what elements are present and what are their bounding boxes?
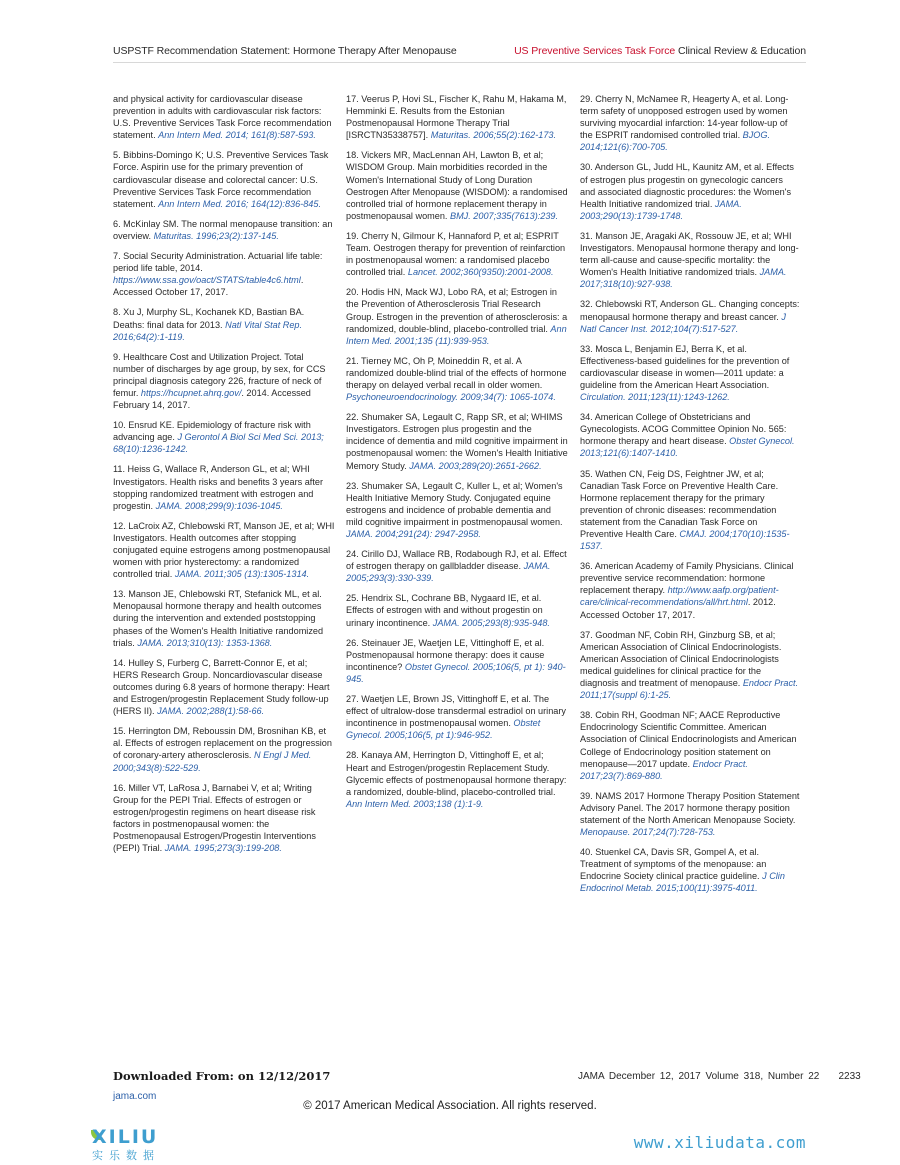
reference-item: [580, 298, 800, 334]
reference-text: 40. Stuenkel CA, Davis SR, Gompel A, et al. Treatment of symptoms of the menopause: an Endocrine Society clinical practice guideline.: [580, 847, 767, 882]
download-stamp: Downloaded From: on 12/12/2017: [113, 1069, 331, 1083]
reference-text: 33. Mosca L, Benjamin EJ, Berra K, et al. Effectiveness-based guidelines for the prevention of cardiovascular disease in women—2011 update: a guideline from the American Heart Association.: [580, 343, 790, 390]
reference-link[interactable]: JAMA. 2017;318(10):927-938.: [580, 267, 787, 290]
reference-item: [346, 637, 568, 685]
watermark-logo-text: XILIU: [92, 1126, 159, 1148]
reference-item: [580, 790, 800, 838]
reference-item: [580, 629, 800, 702]
section-label: US Preventive Services Task Force: [514, 45, 676, 57]
reference-link[interactable]: JAMA. 2005;293(8):935-948.: [432, 617, 550, 628]
reference-text: 38. Cobin RH, Goodman NF; AACE Reproductive Endocrinology Scientific Committee. American Association of Clinical Endocrinologists and American College of Endocrinology position statement on menopause—2017 update.: [580, 710, 797, 769]
reference-link[interactable]: J Natl Cancer Inst. 2012;104(7):517-527.: [580, 311, 786, 334]
reference-item: [346, 749, 568, 809]
reference-text: 37. Goodman NF, Cobin RH, Ginzburg SB, et al; American Association of Clinical Endocrinologists. American Association of Clinical Endocrinologists medical guidelines for clinical practice for the diagnosis and treatment of menopause.: [580, 629, 782, 689]
reference-text: 7. Social Security Administration. Actuarial life table: period life table, 2014.: [113, 251, 323, 274]
reference-text: 19. Cherry N, Gilmour K, Hannaford P, et al; ESPRIT Team. Oestrogen therapy for prevention of reinfarction in postmenopausal women: a randomised placebo controlled trial.: [346, 230, 566, 278]
reference-text: 28. Kanaya AM, Herrington D, Vittinghoff E, et al; Heart and Estrogen/progestin Replacement Study. Glycemic effects of postmenopausal hormone therapy: a randomized, double-blind, placebo-controlled trial.: [346, 750, 567, 797]
reference-text: 22. Shumaker SA, Legault C, Rapp SR, et al; WHIMS Investigators. Estrogen plus progestin and the incidence of dementia and mild cognitive impairment in postmenopausal women: the Women's Health Initiative Memory Study.: [346, 412, 568, 471]
reference-text: and physical activity for cardiovascular disease prevention in adults with cardiovascular risk factors: U.S. Preventive Services Task Force recommendation statement.: [113, 94, 332, 141]
reference-item: [580, 343, 800, 403]
reference-text: 13. Manson JE, Chlebowski RT, Stefanick ML, et al. Menopausal hormone therapy and health outcomes during the intervention and extended poststopping phases of the Women's Health Initiative randomized trials.: [113, 589, 324, 648]
journal-citation-footer: [578, 1071, 861, 1082]
reference-link[interactable]: Maturitas. 1996;23(2):137-145.: [153, 230, 279, 241]
reference-item: [346, 286, 568, 346]
reference-text: 34. American College of Obstetricians and Gynecologists. ACOG Committee Opinion No. 565: hormone therapy and heart disease.: [580, 412, 787, 447]
section-type: Clinical Review & Education: [677, 45, 806, 57]
reference-item: [113, 463, 335, 511]
reference-link[interactable]: Obstet Gynecol. 2005;106(5, pt 1):946-952.: [346, 718, 541, 741]
reference-text: 17. Veerus P, Hovi SL, Fischer K, Rahu M, Hakama M, Hemminki E. Results from the Estonian Postmenopausal Hormone Therapy Trial [ISRCTN35338757].: [346, 94, 567, 141]
reference-link[interactable]: JAMA. 2005;293(3):330-339.: [346, 561, 551, 584]
journal-site-link[interactable]: jama.com: [113, 1091, 157, 1102]
reference-text: 12. LaCroix AZ, Chlebowski RT, Manson JE, et al; WHI Investigators. Health outcomes after stopping conjugated equine estrogens among postmenopausal women with prior hysterectomy: a randomized controlled trial.: [113, 520, 335, 580]
reference-item: [113, 306, 335, 342]
reference-item: [580, 709, 800, 782]
reference-item: [113, 520, 335, 580]
reference-column-1: [113, 93, 335, 862]
reference-item: [346, 480, 568, 540]
reference-item: [346, 592, 568, 628]
reference-link[interactable]: JAMA. 2011;305 (13):1305-1314.: [174, 569, 310, 580]
reference-link[interactable]: https://www.ssa.gov/oact/STATS/table4c6.html: [113, 275, 301, 286]
reference-link[interactable]: JAMA. 2003;289(20):2651-2662.: [409, 460, 542, 471]
reference-item: [580, 846, 800, 894]
reference-item: [113, 419, 335, 455]
reference-text-tail: . 2012. Accessed October 17, 2017.: [580, 597, 776, 620]
page-number: 2233: [838, 1071, 861, 1082]
reference-item: [113, 351, 335, 411]
reference-link[interactable]: JAMA. 1995;273(3):199-208.: [164, 843, 282, 854]
reference-text: 6. McKinlay SM. The normal menopause transition: an overview.: [113, 218, 333, 241]
reference-text: 18. Vickers MR, MacLennan AH, Lawton B, et al; WISDOM Group. Main morbidities recorded in the Women's International Study of Long Duration Oestrogen After Menopause (WISDOM): a randomised controlled trial of hormone replacement therapy in postmenopausal women.: [346, 150, 568, 221]
reference-item: [580, 93, 800, 153]
reference-item: [113, 782, 335, 855]
reference-link[interactable]: BJOG. 2014;121(6):700-705.: [580, 130, 771, 153]
reference-text: 30. Anderson GL, Judd HL, Kaunitz AM, et al. Effects of estrogen plus progestin on gynecologic cancers and associated diagnostic procedures: the Women's Health Initiative randomized trial.: [580, 162, 794, 209]
reference-item: [580, 468, 800, 553]
running-header-right: [514, 45, 806, 57]
reference-link[interactable]: JAMA. 2003;290(13):1739-1748.: [580, 198, 742, 221]
reference-text: 21. Tierney MC, Oh P, Moineddin R, et al. A randomized double-blind trial of the effects of hormone therapy on delayed verbal recall in older women.: [346, 355, 567, 390]
running-header-left: USPSTF Recommendation Statement: Hormone Therapy After Menopause: [113, 45, 457, 57]
reference-link[interactable]: J Gerontol A Biol Sci Med Sci. 2013; 68(10):1236-1242.: [113, 432, 324, 455]
reference-item: [113, 218, 335, 242]
reference-text: 16. Miller VT, LaRosa J, Barnabei V, et al; Writing Group for the PEPI Trial. Effects of estrogen or estrogen/progestin regimens on heart disease risk factors in postmenopausal women: the Postmenopausal Estrogen/Progestin Interventions (PEPI) Trial.: [113, 782, 316, 854]
reference-item: [346, 355, 568, 403]
reference-link[interactable]: CMAJ. 2004;170(10):1535-1537.: [580, 529, 790, 552]
reference-text: 36. American Academy of Family Physicians. Clinical preventive service recommendation: hormone replacement therapy.: [580, 561, 794, 596]
reference-item: [113, 657, 335, 717]
reference-link[interactable]: https://hcupnet.ahrq.gov/: [140, 387, 242, 398]
reference-text: 31. Manson JE, Aragaki AK, Rossouw JE, et al; WHI Investigators. Menopausal hormone therapy and long-term all-cause and cause-specific mortality: the Women's Health Initiative randomized trials.: [580, 230, 799, 278]
watermark-url: www.xiliudata.com: [633, 1133, 806, 1152]
reference-link[interactable]: JAMA. 2004;291(24): 2947-2958.: [346, 529, 481, 539]
reference-link[interactable]: JAMA. 2002;288(1):58-66.: [157, 706, 265, 717]
reference-link[interactable]: Obstet Gynecol. 2005;106(5, pt 1): 940-945.: [346, 661, 566, 684]
reference-link[interactable]: Menopause. 2017;24(7):728-753.: [580, 827, 716, 838]
reference-item: [113, 93, 335, 141]
reference-column-2: [346, 93, 568, 818]
reference-item: [113, 588, 335, 648]
reference-column-3: [580, 93, 800, 903]
header-divider: [113, 62, 806, 63]
reference-link[interactable]: Ann Intern Med. 2016; 164(12):836-845.: [158, 198, 321, 209]
reference-text: 27. Waetjen LE, Brown JS, Vittinghoff E, et al. The effect of ultralow-dose transdermal estradiol on urinary incontinence in postmenopausal women.: [346, 694, 566, 729]
reference-item: [580, 230, 800, 290]
reference-link[interactable]: JAMA. 2013;310(13): 1353-1368.: [137, 637, 273, 648]
reference-item: [346, 230, 568, 278]
reference-link[interactable]: Natl Vital Stat Rep. 2016;64(2):1-119.: [113, 319, 303, 342]
reference-text: 14. Hulley S, Furberg C, Barrett-Connor E, et al; HERS Research Group. Noncardiovascular disease outcomes during 6.8 years of hormone therapy: Heart and Estrogen/progestin Replacement Study follow-up (HERS II).: [113, 657, 330, 717]
reference-link[interactable]: N Engl J Med. 2000;343(8):522-529.: [113, 750, 312, 773]
reference-item: [346, 548, 568, 584]
reference-item: [113, 250, 335, 298]
watermark-logo: [92, 1126, 202, 1162]
watermark-logo-subtext: 实乐数据: [92, 1149, 160, 1162]
reference-text: 24. Cirillo DJ, Wallace RB, Rodabough RJ, et al. Effect of estrogen therapy on gallbladder disease.: [346, 549, 567, 572]
reference-text: 20. Hodis HN, Mack WJ, Lobo RA, et al; Estrogen in the Prevention of Atherosclerosis Trial Research Group. Estrogen in the prevention of atherosclerosis: a randomized, double-blind, placebo-controlled trial.: [346, 287, 568, 334]
reference-text: 8. Xu J, Murphy SL, Kochanek KD, Bastian BA. Deaths: final data for 2013.: [113, 307, 305, 330]
reference-item: [346, 149, 568, 222]
reference-text: 5. Bibbins-Domingo K; U.S. Preventive Services Task Force. Aspirin use for the primary prevention of cardiovascular disease and colorectal cancer: U.S. Preventive Services Task Force recommendation statement.: [113, 150, 329, 209]
reference-link[interactable]: Ann Intern Med. 2003;138 (1):1-9.: [346, 798, 484, 809]
reference-item: [113, 725, 335, 773]
reference-text: 9. Healthcare Cost and Utilization Project. Total number of discharges by age group, by sex, for CCS principal diagnosis category 226, fracture of neck of femur.: [113, 351, 326, 398]
reference-text: 25. Hendrix SL, Cochrane BB, Nygaard IE, et al. Effects of estrogen with and without progestin on urinary incontinence.: [346, 593, 543, 628]
reference-link[interactable]: Endocr Pract. 2017;23(7):869-880.: [580, 758, 748, 781]
reference-link[interactable]: JAMA. 2008;299(9):1036-1045.: [155, 500, 283, 511]
reference-text: 11. Heiss G, Wallace R, Anderson GL, et al; WHI Investigators. Health risks and benefits 3 years after stopping randomized treatment with estrogen and progestin.: [113, 464, 323, 511]
reference-link[interactable]: Obstet Gynecol. 2013;121(6):1407-1410.: [580, 436, 795, 459]
reference-link[interactable]: Circulation. 2011;123(11):1243-1262.: [580, 392, 730, 403]
reference-link[interactable]: Endocr Pract. 2011;17(suppl 6):1-25.: [580, 678, 799, 701]
reference-link[interactable]: BMJ. 2007;335(7613):239.: [449, 210, 559, 221]
reference-text: 39. NAMS 2017 Hormone Therapy Position Statement Advisory Panel. The 2017 hormone therapy position statement of the North American Menopause Society.: [580, 790, 800, 825]
reference-text: 23. Shumaker SA, Legault C, Kuller L, et al; Women's Health Initiative Memory Study. Conjugated equine estrogens and incidence of probable dementia and mild cognitive impairment in postmenopausal women.: [346, 480, 563, 527]
reference-link[interactable]: Lancet. 2002;360(9350):2001-2008.: [407, 267, 554, 278]
copyright-notice: © 2017 American Medical Association. All rights reserved.: [303, 1100, 597, 1112]
reference-link[interactable]: Ann Intern Med. 2014; 161(8):587-593.: [158, 130, 316, 141]
reference-item: [580, 161, 800, 221]
reference-text-tail: . Accessed October 17, 2017.: [113, 275, 304, 298]
reference-item: [580, 560, 800, 620]
reference-text: 35. Wathen CN, Feig DS, Feightner JW, et al; Canadian Task Force on Preventive Health Care. Hormone replacement therapy for the primary prevention of chronic diseases: recommendation statement from the Canadian Task Force on Preventive Health Care.: [580, 468, 779, 539]
reference-item: [580, 411, 800, 459]
reference-text: 32. Chlebowski RT, Anderson GL. Changing concepts: menopausal hormone therapy and breast cancer.: [580, 299, 800, 322]
journal-issue: JAMA December 12, 2017 Volume 318, Number 22: [578, 1071, 820, 1082]
reference-text: 10. Ensrud KE. Epidemiology of fracture risk with advancing age.: [113, 420, 311, 443]
reference-link[interactable]: http://www.aafp.org/patient-care/clinical-recommendations/all/hrt.html: [580, 585, 779, 608]
reference-link[interactable]: Maturitas. 2006;55(2):162-173.: [430, 130, 557, 141]
reference-text: 15. Herrington DM, Reboussin DM, Brosnihan KB, et al. Effects of estrogen replacement on the progression of coronary-artery atherosclerosis.: [113, 726, 332, 761]
reference-link[interactable]: J Clin Endocrinol Metab. 2015;100(11):3975-4011.: [580, 871, 785, 894]
reference-item: [346, 411, 568, 471]
reference-item: [346, 693, 568, 741]
reference-item: [113, 149, 335, 209]
reference-text-tail: . 2014. Accessed February 14, 2017.: [113, 387, 311, 411]
reference-link[interactable]: Psychoneuroendocrinology. 2009;34(7): 1065-1074.: [346, 392, 556, 403]
reference-text: 26. Steinauer JE, Waetjen LE, Vittinghoff E, et al. Postmenopausal hormone therapy: does it cause incontinence?: [346, 637, 545, 672]
reference-text: 29. Cherry N, McNamee R, Heagerty A, et al. Long-term safety of unopposed estrogen used by women surviving myocardial infarction: 14-year follow-up of the ESPRIT randomised controlled trial.: [580, 94, 789, 141]
reference-item: [346, 93, 568, 141]
reference-link[interactable]: Ann Intern Med. 2001;135 (11):939-953.: [346, 323, 567, 346]
